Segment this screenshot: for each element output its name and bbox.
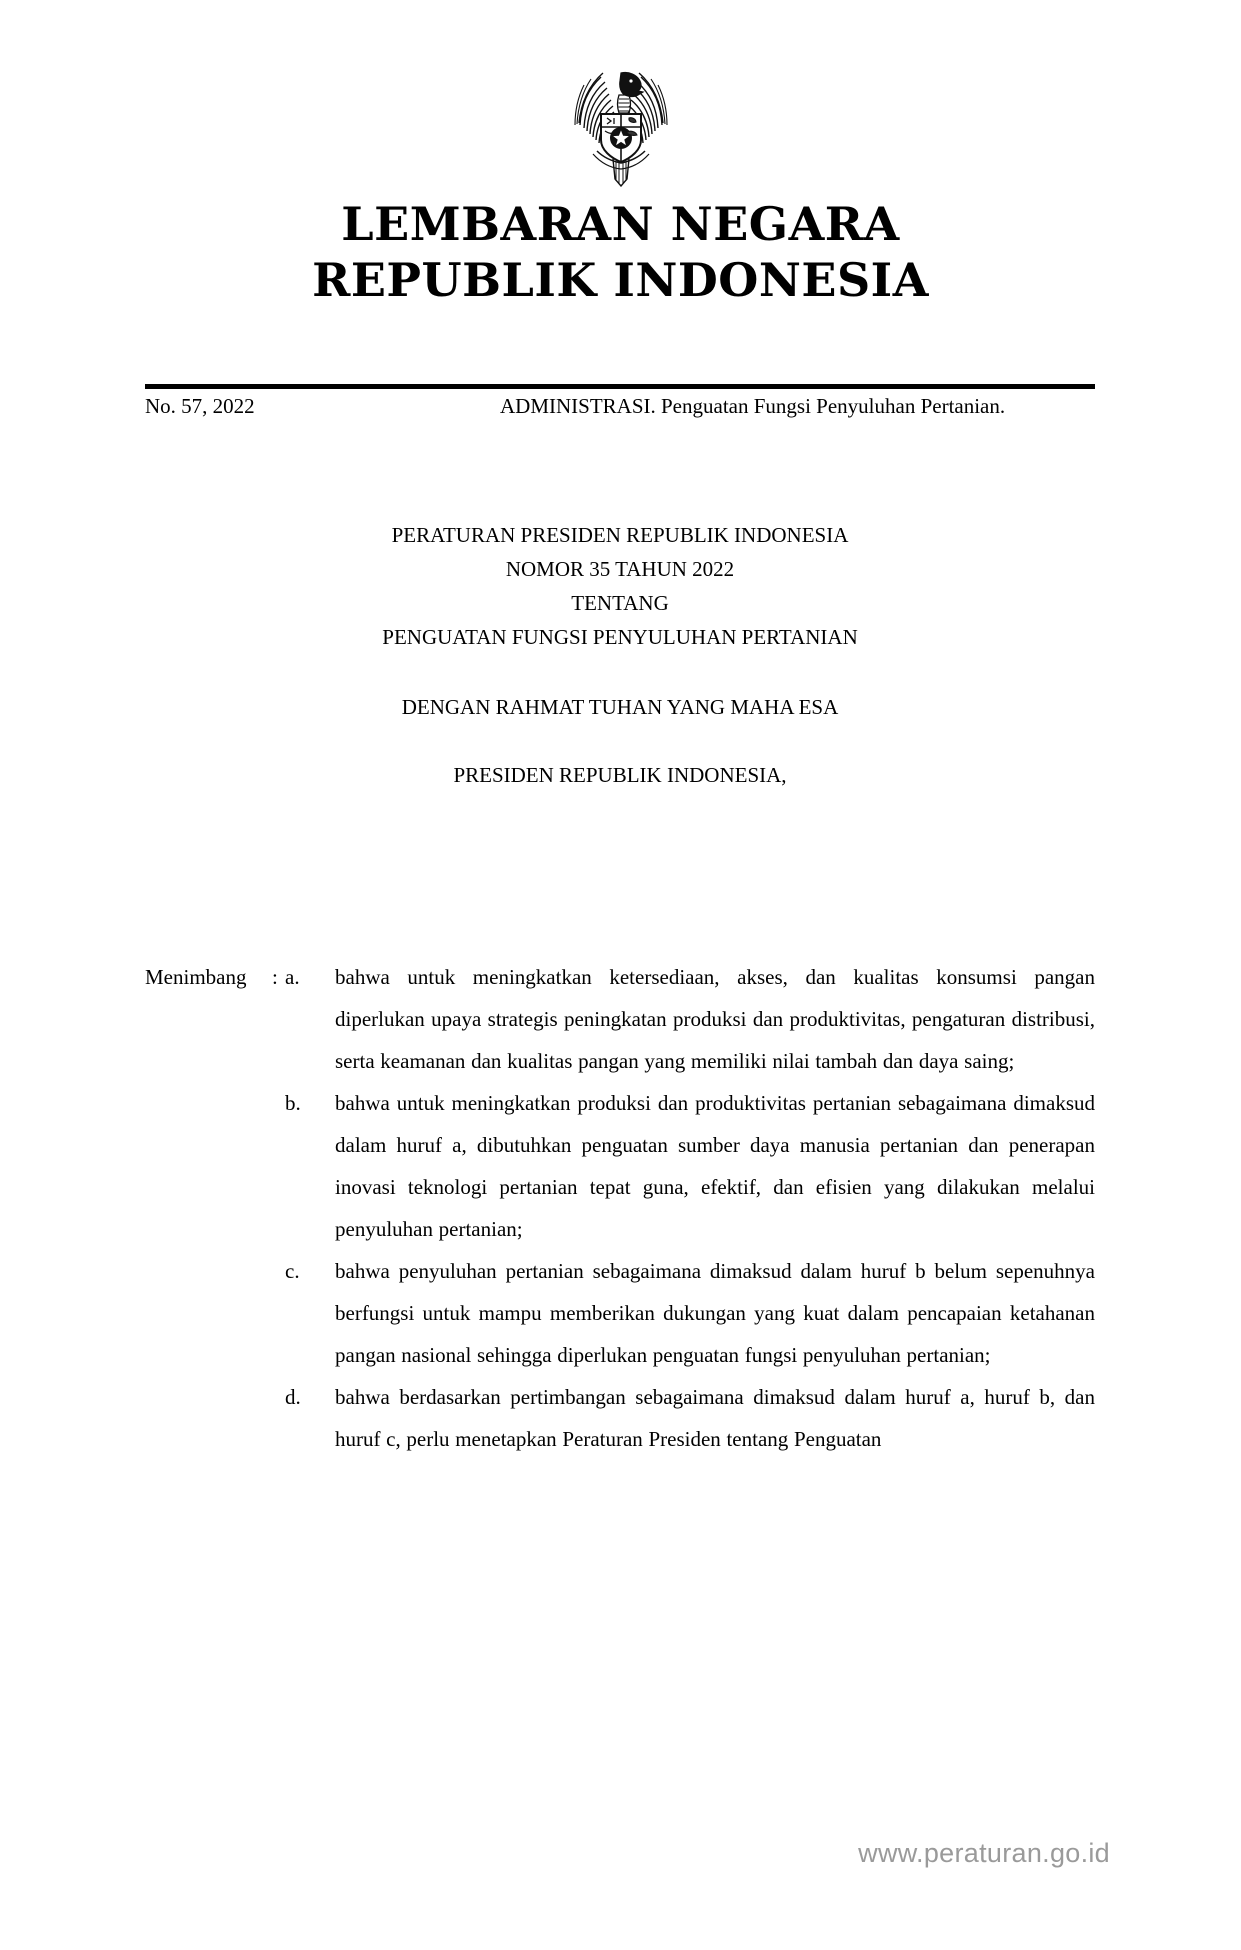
title-line-subject: PENGUATAN FUNGSI PENYULUHAN PERTANIAN <box>382 625 858 649</box>
masthead-line-1: LEMBARAN NEGARA <box>341 197 900 251</box>
menimbang-label: Menimbang <box>145 965 247 989</box>
consideration-item-b <box>145 1082 1095 1250</box>
title-line-president: PRESIDEN REPUBLIK INDONESIA, <box>453 763 787 787</box>
consideration-text-a: bahwa untuk meningkatkan ketersediaan, akses, dan kualitas konsumsi pangan diperlukan upaya strategis peningkatan produksi dan produktivitas, pengaturan distribusi, serta keamanan dan kualitas pangan yang memiliki nilai tambah dan daya saing; <box>335 965 1095 1073</box>
consideration-item-d <box>145 1376 1095 1460</box>
title-line-number: NOMOR 35 TAHUN 2022 <box>505 557 735 581</box>
title-line-invocation: DENGAN RAHMAT TUHAN YANG MAHA ESA <box>401 695 839 719</box>
regulation-title-block <box>145 518 1095 792</box>
consideration-letter-d: d. <box>285 1385 301 1409</box>
footer-watermark: www.peraturan.go.id <box>858 1838 1110 1868</box>
consideration-letter-c: c. <box>285 1259 300 1283</box>
title-spacer-1 <box>145 654 1095 690</box>
title-line-tentang: TENTANG <box>571 591 669 615</box>
menimbang-colon: : <box>272 965 278 989</box>
gazette-number: No. 57, 2022 <box>145 394 255 418</box>
consideration-item-a <box>145 956 1095 1082</box>
header-divider <box>145 384 1095 389</box>
gazette-subject: ADMINISTRASI. Penguatan Fungsi Penyuluhan Pertanian. <box>500 394 1006 418</box>
garuda-pancasila-emblem <box>557 55 685 187</box>
masthead-title <box>0 196 1241 308</box>
title-spacer-2 <box>145 724 1095 758</box>
consideration-item-c <box>145 1250 1095 1376</box>
consideration-letter-a: a. <box>285 965 300 989</box>
title-line-authority: PERATURAN PRESIDEN REPUBLIK INDONESIA <box>391 523 849 547</box>
consideration-letter-b: b. <box>285 1091 301 1115</box>
considerations-section <box>145 956 1095 1460</box>
masthead-line-2: REPUBLIK INDONESIA <box>312 253 929 307</box>
consideration-text-b: bahwa untuk meningkatkan produksi dan produktivitas pertanian sebagaimana dimaksud dalam huruf a, dibutuhkan penguatan sumber daya manusia pertanian dan penerapan inovasi teknologi pertanian tepat guna, efektif, dan efisien yang dilakukan melalui penyuluhan pertanian; <box>335 1091 1095 1241</box>
consideration-text-c: bahwa penyuluhan pertanian sebagaimana dimaksud dalam huruf b belum sepenuhnya berfungsi untuk mampu memberikan dukungan yang kuat dalam pencapaian ketahanan pangan nasional sehingga diperlukan penguatan fungsi penyuluhan pertanian; <box>335 1259 1095 1367</box>
consideration-text-d: bahwa berdasarkan pertimbangan sebagaimana dimaksud dalam huruf a, huruf b, dan huruf c, perlu menetapkan Peraturan Presiden tentang Penguatan <box>335 1385 1095 1451</box>
emblem-container <box>0 55 1241 192</box>
